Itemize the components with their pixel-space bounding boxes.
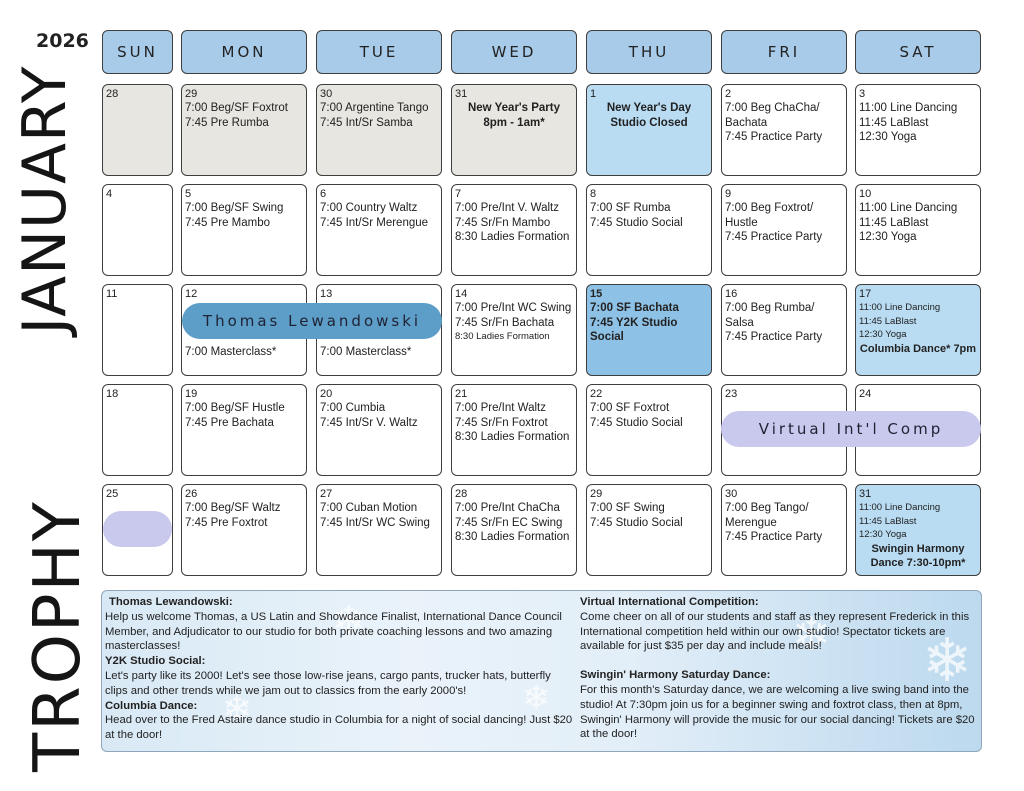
- day-number: 18: [106, 388, 119, 400]
- day-cell[interactable]: [721, 84, 847, 176]
- day-cell[interactable]: [451, 84, 577, 176]
- day-cell[interactable]: [316, 184, 442, 276]
- day-number: 31: [859, 488, 872, 500]
- event-item: 11:45 LaBlast: [859, 315, 917, 327]
- day-number: 24: [859, 388, 872, 400]
- day-number: 10: [859, 188, 872, 200]
- day-number: 21: [455, 388, 468, 400]
- note-body: Let's party like its 2000! Let's see those low-rise jeans, cargo pants, trucker hats, butterfly clips and other trends while we jam out to classics from the early 2000's!: [105, 669, 551, 697]
- day-header-wed: WED: [451, 30, 577, 74]
- day-cell[interactable]: [181, 84, 307, 176]
- blank-event-banner: [103, 511, 172, 547]
- event-item: New Year's Party: [467, 102, 561, 114]
- event-item: 12:30 Yoga: [859, 131, 917, 144]
- day-cell[interactable]: [586, 184, 712, 276]
- event-item: 7:00 Pre/Int V. Waltz: [455, 202, 559, 214]
- event-item: 7:45 Studio Social: [590, 516, 683, 529]
- day-number: 5: [185, 188, 192, 200]
- event-item: 7:00 Beg/SF Hustle: [185, 402, 285, 414]
- day-number: 12: [185, 288, 198, 300]
- day-cell[interactable]: [102, 384, 173, 476]
- day-header-mon: MON: [181, 30, 307, 74]
- event-item: 7:45 Int/Sr WC Swing: [320, 516, 430, 529]
- event-item: 7:45 Studio Social: [590, 416, 683, 429]
- event-notes-panel: [101, 590, 982, 752]
- day-number: 7: [455, 188, 462, 200]
- event-item: 7:45 Sr/Fn Mambo: [455, 216, 551, 229]
- day-cell[interactable]: [102, 184, 173, 276]
- day-cell[interactable]: [586, 484, 712, 576]
- note-title: Columbia Dance:: [105, 699, 198, 712]
- event-item: 7:45 Studio Social: [590, 216, 683, 229]
- event-item: 7:00 Pre/Int Waltz: [455, 402, 546, 414]
- event-item: 7:45 Sr/Fn EC Swing: [455, 516, 563, 529]
- event-item: 7:00 Beg ChaCha/ Bachata: [725, 102, 820, 129]
- day-cell[interactable]: [316, 384, 442, 476]
- event-item: Swingin Harmony Dance 7:30-10pm*: [870, 542, 966, 569]
- snowflake-icon: ❄: [332, 599, 366, 643]
- day-cell[interactable]: [855, 84, 981, 176]
- day-number: 6: [320, 188, 327, 200]
- event-item: 7:00 Pre/Int ChaCha: [455, 502, 560, 514]
- day-cell[interactable]: [181, 484, 307, 576]
- event-item: Columbia Dance* 7pm: [859, 342, 977, 355]
- event-item: 7:45 Pre Mambo: [185, 216, 271, 229]
- event-item: 7:00 Country Waltz: [320, 202, 418, 214]
- day-number: 30: [320, 88, 333, 100]
- event-item: 7:00 Masterclass*: [320, 346, 412, 358]
- day-number: 13: [320, 288, 333, 300]
- event-item: 7:45 Practice Party: [725, 331, 823, 344]
- day-cell[interactable]: [855, 484, 981, 576]
- event-item: 7:00 SF Swing: [590, 502, 665, 514]
- day-header-fri: FRI: [721, 30, 847, 74]
- month-title: JANUARY: [10, 65, 80, 335]
- event-item: 11:45 LaBlast: [859, 515, 917, 527]
- day-cell[interactable]: [721, 484, 847, 576]
- day-number: 14: [455, 288, 468, 300]
- snowflake-icon: ❄: [522, 679, 551, 717]
- day-number: 16: [725, 288, 738, 300]
- event-item: 11:00 Line Dancing: [859, 202, 958, 214]
- event-item: 7:00 Beg/SF Waltz: [185, 502, 281, 514]
- day-number: 2: [725, 88, 732, 100]
- note-title: Swingin' Harmony Saturday Dance:: [580, 669, 771, 682]
- day-number: 1: [590, 88, 597, 100]
- event-item: New Year's Day: [606, 102, 692, 114]
- event-item: 7:45 Practice Party: [725, 231, 823, 244]
- event-item: 12:30 Yoga: [859, 329, 907, 340]
- event-item: 12:30 Yoga: [859, 231, 917, 244]
- day-number: 17: [859, 288, 872, 300]
- snowflake-icon: ❄: [222, 688, 253, 729]
- thomas-lewandowski-banner: Thomas Lewandowski: [182, 303, 442, 339]
- event-item: 7:45 Pre Rumba: [185, 116, 269, 129]
- day-cell[interactable]: [181, 184, 307, 276]
- event-item: 8:30 Ladies Formation: [455, 231, 570, 244]
- day-number: 4: [106, 188, 113, 200]
- event-item: Studio Closed: [610, 116, 688, 129]
- day-cell[interactable]: [181, 384, 307, 476]
- notes-left-column: [105, 595, 575, 743]
- day-number: 29: [185, 88, 198, 100]
- day-cell[interactable]: [316, 484, 442, 576]
- day-header-tue: TUE: [316, 30, 442, 74]
- snowflake-icon: ❄: [792, 608, 831, 660]
- event-item: 8:30 Ladies Formation: [455, 431, 570, 444]
- day-cell[interactable]: [102, 284, 173, 376]
- day-number: 26: [185, 488, 198, 500]
- day-cell[interactable]: [586, 284, 712, 376]
- note-body: For this month's Saturday dance, we are welcoming a live swing band into the studio! At 7:30pm join us for a beginner swing and foxtrot class, then at 8pm, Swingin' Harmony will provide the music for our social dancing! Tickets are $20 at the door!: [580, 683, 975, 741]
- event-item: 7:45 Sr/Fn Foxtrot: [455, 416, 548, 429]
- day-number: 8: [590, 188, 597, 200]
- event-item: 8pm - 1am*: [483, 116, 545, 129]
- day-cell[interactable]: [721, 184, 847, 276]
- virtual-intl-comp-banner: Virtual Int'l Comp: [721, 411, 981, 447]
- notes-right-column: [580, 595, 980, 742]
- event-item: 11:45 LaBlast: [859, 116, 929, 129]
- event-item: 7:00 Cumbia: [320, 402, 386, 414]
- day-number: 23: [725, 388, 738, 400]
- day-cell[interactable]: [855, 284, 981, 376]
- day-cell[interactable]: [855, 184, 981, 276]
- day-number: 28: [455, 488, 468, 500]
- day-header-sun: SUN: [102, 30, 173, 74]
- day-cell[interactable]: [451, 484, 577, 576]
- day-number: 27: [320, 488, 333, 500]
- note-body: Come cheer on all of our students and staff as they represent Frederick in this International competition held within our own studio! Spectator tickets are available for just $35 per day and include meals!: [580, 610, 970, 653]
- note-body: Help us welcome Thomas, a US Latin and Showdance Finalist, International Dance Council Member, and Adjudicator to our studio for both private coaching lessons and two amazing masterclasses!: [105, 610, 562, 653]
- event-item: 7:00 Beg/SF Foxtrot: [185, 102, 288, 114]
- event-item: 7:45 Pre Foxtrot: [185, 516, 268, 529]
- event-item: 7:00 Masterclass*: [185, 346, 277, 358]
- event-item: 7:45 Pre Bachata: [185, 416, 274, 429]
- event-item: 7:00 Pre/Int WC Swing: [455, 302, 572, 314]
- note-title: Virtual International Competition:: [580, 596, 759, 608]
- event-item: 7:00 Beg Rumba/ Salsa: [725, 302, 815, 329]
- event-item: 11:00 Line Dancing: [859, 302, 941, 313]
- day-header-sat: SAT: [855, 30, 981, 74]
- day-cell[interactable]: [586, 84, 712, 176]
- snowflake-icon: ❄: [922, 627, 973, 694]
- event-item: 7:45 Practice Party: [725, 131, 823, 144]
- note-title: Thomas Lewandowski:: [109, 596, 233, 608]
- day-number: 28: [106, 88, 119, 100]
- day-cell[interactable]: [102, 84, 173, 176]
- day-number: 11: [106, 288, 118, 300]
- event-item: 7:45 Sr/Fn Bachata: [455, 316, 555, 329]
- day-number: 15: [590, 288, 603, 300]
- day-cell[interactable]: [451, 284, 577, 376]
- event-item: 7:00 Cuban Motion: [320, 502, 418, 514]
- day-number: 3: [859, 88, 866, 100]
- brand-title: TROPHY: [21, 500, 95, 772]
- day-number: 30: [725, 488, 738, 500]
- day-number: 20: [320, 388, 333, 400]
- note-body: Head over to the Fred Astaire dance studio in Columbia for a night of social dancing! Just $20 at the door!: [105, 714, 573, 742]
- year-label: 2026: [36, 30, 89, 52]
- event-item: 7:00 Argentine Tango: [320, 102, 429, 114]
- day-number: 19: [185, 388, 198, 400]
- event-item: 7:45 Practice Party: [725, 531, 823, 544]
- day-number: 29: [590, 488, 603, 500]
- event-item: 7:45 Int/Sr Samba: [320, 116, 413, 129]
- event-item: 7:45 Y2K Studio Social: [590, 316, 678, 344]
- day-cell[interactable]: [721, 284, 847, 376]
- event-item: 7:00 Beg Foxtrot/ Hustle: [725, 202, 814, 229]
- event-item: 7:45 Int/Sr V. Waltz: [320, 416, 418, 429]
- day-cell[interactable]: [451, 384, 577, 476]
- event-item: 8:30 Ladies Formation: [455, 331, 550, 343]
- event-item: 11:45 LaBlast: [859, 216, 929, 229]
- event-item: 7:00 SF Rumba: [590, 202, 671, 214]
- day-cell[interactable]: [451, 184, 577, 276]
- event-item: 7:45 Int/Sr Merengue: [320, 216, 429, 229]
- event-item: 11:00 Line Dancing: [859, 502, 941, 513]
- event-item: 7:00 SF Bachata: [590, 302, 679, 314]
- day-number: 22: [590, 388, 603, 400]
- event-item: 7:00 Beg Tango/ Merengue: [725, 502, 809, 529]
- day-number: 31: [455, 88, 468, 100]
- event-item: 8:30 Ladies Formation: [455, 531, 570, 544]
- day-number: 9: [725, 188, 732, 200]
- event-item: 7:00 Beg/SF Swing: [185, 202, 284, 214]
- day-number: 25: [106, 488, 119, 500]
- day-cell[interactable]: [316, 84, 442, 176]
- event-item: 11:00 Line Dancing: [859, 102, 958, 114]
- event-item: 7:00 SF Foxtrot: [590, 402, 670, 414]
- note-title: Y2K Studio Social:: [105, 655, 206, 668]
- day-cell[interactable]: [586, 384, 712, 476]
- day-header-thu: THU: [586, 30, 712, 74]
- event-item: 12:30 Yoga: [859, 529, 907, 540]
